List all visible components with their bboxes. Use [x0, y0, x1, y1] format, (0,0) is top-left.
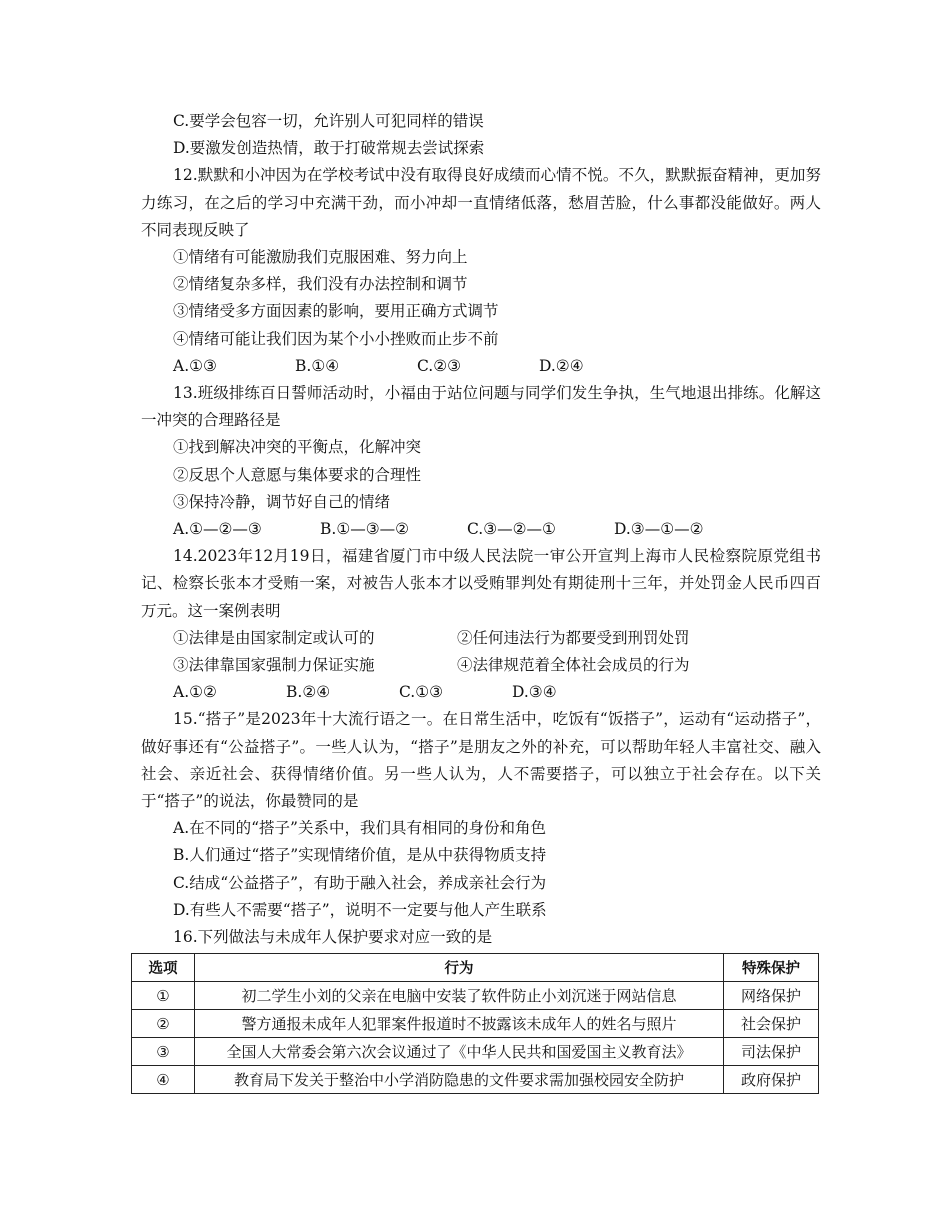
row-behavior: 警方通报未成年人犯罪案件报道时不披露该未成年人的姓名与照片: [195, 1010, 724, 1038]
row-protection: 网络保护: [724, 982, 819, 1010]
q13-item-3: ③保持冷静，调节好自己的情绪: [173, 492, 391, 511]
q13-option-b[interactable]: B.①—③—②: [320, 520, 410, 539]
q12-item-4: ④情绪可能让我们因为某个小小挫败而止步不前: [173, 329, 499, 348]
q12-options: [141, 353, 821, 380]
q14-item-4: ④法律规范着全体社会成员的行为: [457, 656, 690, 675]
q16-stem: 16.下列做法与未成年人保护要求对应一致的是: [173, 928, 493, 947]
q12-option-c[interactable]: C.②③: [417, 356, 462, 375]
q12-option-b[interactable]: B.①④: [295, 356, 340, 375]
q15-stem: 15.“搭子”是2023年十大流行语之一。在日常生活中，吃饭有“饭搭子”，运动有“运动搭子”，做好事还有“公益搭子”。一些人认为，“搭子”是朋友之外的补充，可以帮助年轻人丰富社交、融入社会、亲近社会、获得情绪价值。另一些人认为，人不需要搭子，可以独立于社会存在。以下关于“搭子”的说法，你最赞同的是: [141, 710, 821, 811]
q15-option-a[interactable]: A.在不同的“搭子”关系中，我们具有相同的身份和角色: [173, 819, 546, 838]
q14-option-b[interactable]: B.②④: [286, 683, 331, 702]
row-protection: 司法保护: [724, 1038, 819, 1066]
q13-stem: 13.班级排练百日誓师活动时，小福由于站位问题与同学们发生争执，生气地退出排练。化解这一冲突的合理路径是: [141, 384, 821, 430]
q13-option-d[interactable]: D.③—①—②: [614, 520, 704, 539]
q16-table: [131, 953, 819, 1094]
table-row: [132, 982, 819, 1010]
row-behavior: 教育局下发关于整治中小学消防隐患的文件要求需加强校园安全防护: [195, 1066, 724, 1094]
q13-item-2: ②反思个人意愿与集体要求的合理性: [173, 465, 422, 484]
q14-item-3: ③法律靠国家强制力保证实施: [173, 656, 375, 675]
row-protection: 政府保护: [724, 1066, 819, 1094]
header-protection: 特殊保护: [724, 954, 819, 982]
row-number: ④: [132, 1066, 195, 1094]
row-behavior: 初二学生小刘的父亲在电脑中安装了软件防止小刘沉迷于网站信息: [195, 982, 724, 1010]
q14-stem: 14.2023年12月19日，福建省厦门市中级人民法院一审公开宣判上海市人民检察院原党组书记、检察长张本才受贿一案，对被告人张本才以受贿罪判处有期徒刑十三年，并处罚金人民币四百万元。这一案例表明: [141, 547, 821, 620]
q12-item-1: ①情绪有可能激励我们克服困难、努力向上: [173, 248, 468, 267]
table-row: [132, 1010, 819, 1038]
exam-page: [141, 108, 821, 1094]
row-protection: 社会保护: [724, 1010, 819, 1038]
q14-option-c[interactable]: C.①③: [399, 683, 444, 702]
q11-option-d: D.要激发创造热情，敢于打破常规去尝试探索: [173, 139, 485, 158]
row-number: ③: [132, 1038, 195, 1066]
q12-stem: 12.默默和小冲因为在学校考试中没有取得良好成绩而心情不悦。不久，默默振奋精神，更加努力练习，在之后的学习中充满干劲，而小冲却一直情绪低落，愁眉苦脸，什么事都没能做好。两人不同表现反映了: [141, 166, 821, 239]
q11-option-c: C.要学会包容一切，允许别人可犯同样的错误: [173, 112, 484, 130]
q12-item-2: ②情绪复杂多样，我们没有办法控制和调节: [173, 275, 468, 294]
q13-option-c[interactable]: C.③—②—①: [467, 520, 556, 539]
header-behavior: 行为: [195, 954, 724, 982]
q13-item-1: ①找到解决冲突的平衡点，化解冲突: [173, 438, 422, 457]
q13-option-a[interactable]: A.①—②—③: [173, 520, 262, 539]
q15-option-b[interactable]: B.人们通过“搭子”实现情绪价值，是从中获得物质支持: [173, 846, 547, 865]
q14-option-d[interactable]: D.③④: [512, 683, 557, 702]
q14-item-1: ①法律是由国家制定或认可的: [173, 628, 375, 647]
row-number: ①: [132, 982, 195, 1010]
q14-options: [141, 679, 821, 706]
q14-item-2: ②任何违法行为都要受到刑罚处罚: [457, 628, 690, 647]
q14-option-a[interactable]: A.①②: [173, 683, 217, 702]
table-header-row: [132, 954, 819, 982]
row-number: ②: [132, 1010, 195, 1038]
q13-options: [141, 516, 821, 543]
q12-option-d[interactable]: D.②④: [539, 356, 584, 375]
q12-item-3: ③情绪受多方面因素的影响，要用正确方式调节: [173, 302, 499, 321]
table-row: [132, 1066, 819, 1094]
table-row: [132, 1038, 819, 1066]
q12-option-a[interactable]: A.①③: [173, 356, 217, 375]
q14-items-row-1: [141, 625, 821, 652]
q15-option-d[interactable]: D.有些人不需要“搭子”，说明不一定要与他人产生联系: [173, 900, 547, 919]
header-option: 选项: [132, 954, 195, 982]
q14-items-row-2: [141, 652, 821, 679]
q15-option-c[interactable]: C.结成“公益搭子”，有助于融入社会，养成亲社会行为: [173, 873, 547, 892]
row-behavior: 全国人大常委会第六次会议通过了《中华人民共和国爱国主义教育法》: [195, 1038, 724, 1066]
